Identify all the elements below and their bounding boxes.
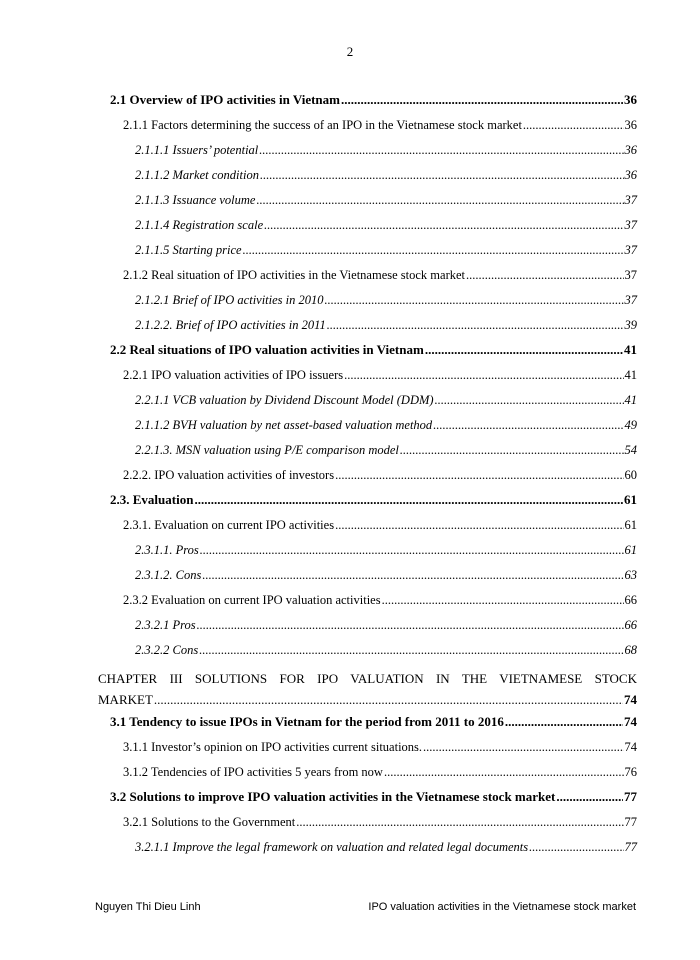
toc-page: 41 (624, 368, 637, 382)
toc-title: 2.3. Evaluation (110, 492, 194, 507)
toc-title: 2.3.2.2 Cons (135, 643, 199, 657)
toc-entry-2-2-1[interactable] (123, 367, 637, 383)
toc-entry-2-3[interactable] (110, 492, 637, 508)
toc-title: 2.1.2.1 Brief of IPO activities in 2010 (135, 293, 324, 307)
toc-leader (296, 814, 623, 830)
toc-entry-2-2-2[interactable] (123, 467, 637, 483)
toc-entry-2-1-1-2b[interactable] (135, 417, 637, 433)
toc-leader (505, 714, 623, 730)
toc-title: 2.3.2.1 Pros (135, 618, 196, 632)
toc-leader (199, 642, 623, 658)
toc-title: 3.1.2 Tendencies of IPO activities 5 years from now (123, 765, 383, 779)
toc-entry-2-1-2[interactable] (123, 267, 637, 283)
toc-entry-2-1-1-1[interactable] (135, 142, 637, 158)
toc-leader (264, 217, 623, 233)
toc-leader (384, 764, 624, 780)
toc-leader (327, 317, 624, 333)
toc-leader (556, 789, 623, 805)
chapter-title-market: MARKET (98, 692, 153, 707)
toc-page: 36 (624, 143, 637, 157)
toc-title: 2.1.1 Factors determining the success of an IPO in the Vietnamese stock market (123, 118, 522, 132)
toc-title: 2.2 Real situations of IPO valuation activities in Vietnam (110, 342, 424, 357)
toc-page: 61 (624, 543, 637, 557)
toc-entry-2-1-1-5[interactable] (135, 242, 637, 258)
toc-page: 37 (624, 268, 637, 282)
toc-page: 41 (624, 342, 637, 357)
toc-page: 74 (624, 692, 637, 707)
toc-leader (335, 517, 623, 533)
toc-entry-2-1-1-2[interactable] (135, 167, 637, 183)
toc-entry-2-1-1-3[interactable] (135, 192, 637, 208)
toc-leader (325, 292, 624, 308)
toc-page: 36 (624, 118, 637, 132)
toc-title: 3.1.1 Investor’s opinion on IPO activities current situations. (123, 740, 423, 754)
toc-title: 2.3.1.2. Cons (135, 568, 202, 582)
toc-title: 2.1.1.2 Market condition (135, 168, 259, 182)
toc-title: 2.1.1.3 Issuance volume (135, 193, 256, 207)
toc-leader (335, 467, 623, 483)
toc-title: 2.3.1.1. Pros (135, 543, 199, 557)
toc-page: 63 (624, 568, 637, 582)
toc-entry-2-3-2-1[interactable] (135, 617, 637, 633)
toc-title: 2.1.1.5 Starting price (135, 243, 242, 257)
toc-title: 2.1.1.1 Issuers’ potential (135, 143, 259, 157)
toc-chapter-3[interactable] (98, 668, 637, 710)
toc-leader (341, 92, 623, 108)
toc-leader (194, 492, 623, 508)
toc-page: 68 (624, 643, 637, 657)
toc-entry-2-1-1-4[interactable] (135, 217, 637, 233)
toc-page: 66 (624, 618, 637, 632)
toc-title: 2.2.1.1 VCB valuation by Dividend Discount Model (DDM) (135, 393, 434, 407)
toc-leader (259, 142, 623, 158)
toc-title: 2.1.2.2. Brief of IPO activities in 2011 (135, 318, 326, 332)
toc-page: 37 (624, 218, 637, 232)
toc-leader (423, 739, 623, 755)
toc-title: 3.1 Tendency to issue IPOs in Vietnam for the period from 2011 to 2016 (110, 714, 504, 729)
toc-page: 60 (624, 468, 637, 482)
toc-title: 2.2.1 IPO valuation activities of IPO issuers (123, 368, 344, 382)
toc-entry-2-3-1[interactable] (123, 517, 637, 533)
footer-author: Nguyen Thi Dieu Linh (95, 901, 201, 913)
toc-page: 77 (624, 789, 637, 804)
toc-title: 2.2.1.3. MSN valuation using P/E comparison model (135, 443, 399, 457)
toc-entry-3-2[interactable] (110, 789, 637, 805)
toc-title: 3.2.1 Solutions to the Government (123, 815, 296, 829)
toc-entry-2-3-2-2[interactable] (135, 642, 637, 658)
toc-leader (260, 167, 624, 183)
toc-leader (256, 192, 623, 208)
toc-leader (466, 267, 624, 283)
toc-title: 2.3.1. Evaluation on current IPO activities (123, 518, 335, 532)
toc-page: 76 (624, 765, 637, 779)
toc-title: 2.2.2. IPO valuation activities of investors (123, 468, 335, 482)
toc-leader (197, 617, 624, 633)
toc-page: 77 (624, 815, 637, 829)
toc-entry-2-1-2-2[interactable] (135, 317, 637, 333)
toc-entry-3-1-1[interactable] (123, 739, 637, 755)
toc-page: 61 (624, 518, 637, 532)
toc-entry-3-2-1-1[interactable] (135, 839, 637, 855)
toc-page: 54 (624, 443, 637, 457)
toc-page: 74 (624, 740, 637, 754)
toc-page: 36 (624, 168, 637, 182)
toc-page: 61 (624, 492, 637, 507)
toc-title: 2.1.1.4 Registration scale (135, 218, 264, 232)
toc-leader (523, 117, 624, 133)
toc-entry-2-1-1[interactable] (123, 117, 637, 133)
toc-entry-2-3-1-1[interactable] (135, 542, 637, 558)
toc-entry-3-2-1[interactable] (123, 814, 637, 830)
toc-entry-2-2-1-3[interactable] (135, 442, 637, 458)
toc-entry-2-2[interactable] (110, 342, 637, 358)
toc-leader (529, 839, 623, 855)
toc-page: 77 (624, 840, 637, 854)
toc-page: 36 (624, 92, 637, 107)
toc-page: 37 (624, 293, 637, 307)
toc-leader (425, 342, 623, 358)
toc-title: 3.2 Solutions to improve IPO valuation activities in the Vietnamese stock market (110, 789, 556, 804)
toc-leader (382, 592, 624, 608)
page-number: 2 (346, 44, 354, 59)
toc-title: 2.1.2 Real situation of IPO activities in the Vietnamese stock market (123, 268, 465, 282)
toc-title: 2.1.1.2 BVH valuation by net asset-based valuation method (135, 418, 433, 432)
toc-leader (200, 542, 624, 558)
toc-title: 2.3.2 Evaluation on current IPO valuation activities (123, 593, 381, 607)
toc-leader (433, 417, 623, 433)
toc-entry-2-1-2-1[interactable] (135, 292, 637, 308)
toc-page: 41 (624, 393, 637, 407)
toc-entry-2-1[interactable] (110, 92, 637, 108)
toc-entry-3-1[interactable] (110, 714, 637, 730)
toc-page: 37 (624, 193, 637, 207)
toc-leader (154, 689, 623, 710)
toc-page: 66 (624, 593, 637, 607)
footer-document-title: IPO valuation activities in the Vietnamese stock market (368, 901, 636, 913)
toc-leader (435, 392, 624, 408)
toc-page: 49 (624, 418, 637, 432)
toc-leader (202, 567, 623, 583)
toc-page: 39 (624, 318, 637, 332)
toc-entry-2-2-1-1[interactable] (135, 392, 637, 408)
toc-title: 2.1 Overview of IPO activities in Vietnam (110, 92, 340, 107)
chapter-title-line2 (98, 689, 637, 710)
toc-title: 3.2.1.1 Improve the legal framework on valuation and related legal documents (135, 840, 529, 854)
toc-page: 74 (624, 714, 637, 729)
toc-entry-3-1-2[interactable] (123, 764, 637, 780)
toc-leader (243, 242, 624, 258)
toc-leader (400, 442, 624, 458)
chapter-title-line1: CHAPTER III SOLUTIONS FOR IPO VALUATION IN THE VIETNAMESE STOCK (98, 671, 637, 686)
toc-entry-2-3-1-2[interactable] (135, 567, 637, 583)
toc-entry-2-3-2[interactable] (123, 592, 637, 608)
toc-leader (344, 367, 623, 383)
toc-page: 37 (624, 243, 637, 257)
